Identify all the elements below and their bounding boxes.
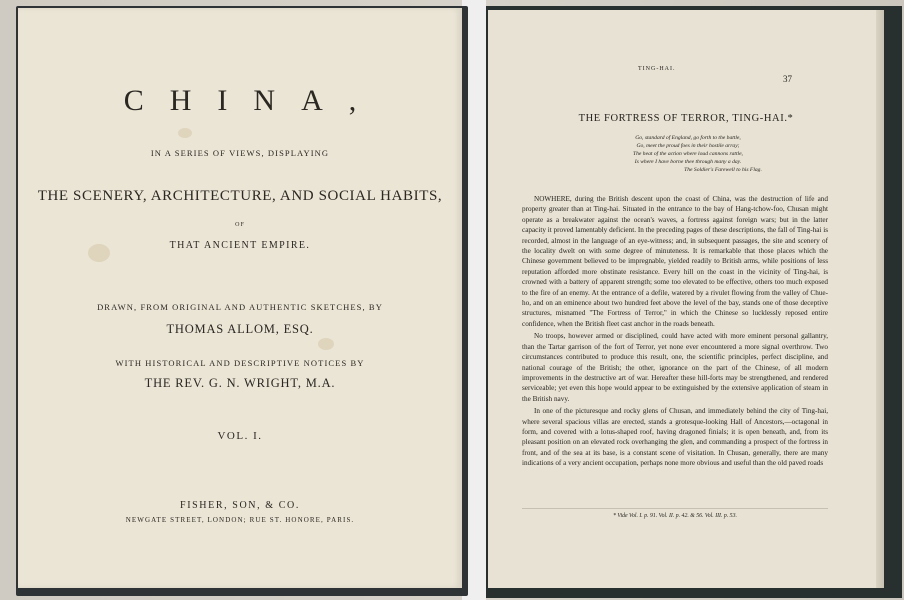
author-name: THE REV. G. N. WRIGHT, M.A. <box>144 376 336 390</box>
paragraph: No troops, however armed or disciplined, could have acted with more eminent personal gallantry, than the Tartar garrison of the fort of Terror, yet none ever encountered a more signal overthrow. Two circumstances contributed to produce this result, one, the scientific principles, perfect discipline, and national courage of the British; the other, ignorance on the part of the Chinese, of all modern improvements in the destructive art of war. Hereafter these hill-forts may be strengthened, and rendered serviceable; yet even this hope would appear to be extinguished by the extensive application of steam in the British navy. <box>522 332 828 403</box>
footnote: * Vide Vol. I. p. 91. Vol. II. p. 42. & 56. Vol. III. p. 53. <box>613 513 737 519</box>
verse-line: The heat of the action where loud cannons rattle, <box>633 151 743 157</box>
verse-line: Go, meet the proud foes in their hostile array; <box>636 143 740 149</box>
artist-name: THOMAS ALLOM, ESQ. <box>166 322 314 336</box>
chapter-heading: THE FORTRESS OF TERROR, TING-HAI.* <box>578 113 794 124</box>
page-number: 37 <box>783 74 792 84</box>
paragraph: NOWHERE, during the British descent upon the coast of China, was the destruction of life and property greater than at Ting-hai. Situated in the entrance to the bay of Hang-tchow-foo, Chusan might operate as a breakwater against the ocean's waves, a fortress against foreign wars; but in the latter capacity it proved lamentably deficient. In the preceding pages of these descriptions, the fall of Ting-hai is recorded, almost in the language of an eye-witness; and, in subsequent passages, the site and scenery of the locality dwelt on with some degree of minuteness. It is remarkable that those places which the Chinese government believed to be impregnable, yielded readily to British arms, while positions of less reputation afforded more obstinate resistance. Every hill on the coast in the vicinity of Ting-hai, is crowned with a battery of apparent strength; some too elevated to be effective, others too much exposed to the fire of an enemy. At the entrance of a defile, watered by a rivulet flowing from the valley of Chue-ho, and on an eminence about two hundred feet above the level of the bay, stands one of those deceptive structures, misnamed "The Fortress of Terror," in which the Chinese so lucklessly reposed entire confidence, when the British fleet cast anchor in the roads beneath. <box>522 195 828 328</box>
subtitle-main: THE SCENERY, ARCHITECTURE, AND SOCIAL HABITS, <box>37 188 443 204</box>
title-page <box>18 8 462 588</box>
text-page <box>488 10 884 588</box>
running-header: TING-HAI. <box>638 66 676 72</box>
epigraph-citation: The Soldier's Farewell to his Flag. <box>684 167 762 173</box>
publisher: FISHER, SON, & CO. <box>180 500 300 511</box>
subtitle-empire: THAT ANCIENT EMPIRE. <box>169 240 311 251</box>
epigraph <box>578 134 798 174</box>
body-text <box>522 194 828 469</box>
paragraph: In one of the picturesque and rocky glens of Chusan, and immediately behind the city of Ting-hai, where several spacious villas are erected, stands a grotesque-looking Hall of Ancestors,—octagonal in form, and covered with a lotus-shaped roof, having dragoned finials; it is open beneath, and, from its pleasant position on an elevated rock overhanging the glen, and commanding a prospect of the fortress in front, and of the sea at its base, is a constant scene of visitation. In Chusan, generally, there are many indications of a very ancient occupation, perhaps none more obvious and useful than the old paved roads <box>522 407 828 468</box>
foxing-stain <box>318 338 334 350</box>
verse-line: Go, standard of England, go forth to the battle, <box>635 135 741 141</box>
book-title: CHINA, <box>123 84 383 117</box>
footnote-rule <box>522 508 828 509</box>
publisher-address: NEWGATE STREET, LONDON; RUE ST. HONORE, PARIS. <box>125 516 355 524</box>
subtitle-line: IN A SERIES OF VIEWS, DISPLAYING <box>150 148 330 158</box>
foxing-stain <box>178 128 192 138</box>
volume-number: VOL. I. <box>217 430 263 442</box>
subtitle-of: OF <box>235 222 245 228</box>
page-edge <box>876 10 884 588</box>
notices-line: WITH HISTORICAL AND DESCRIPTIVE NOTICES BY <box>115 358 365 368</box>
verse-line: Is where I have borne thee through many a day. <box>634 159 742 165</box>
drawn-by-line: DRAWN, FROM ORIGINAL AND AUTHENTIC SKETCHES, BY <box>97 302 383 312</box>
